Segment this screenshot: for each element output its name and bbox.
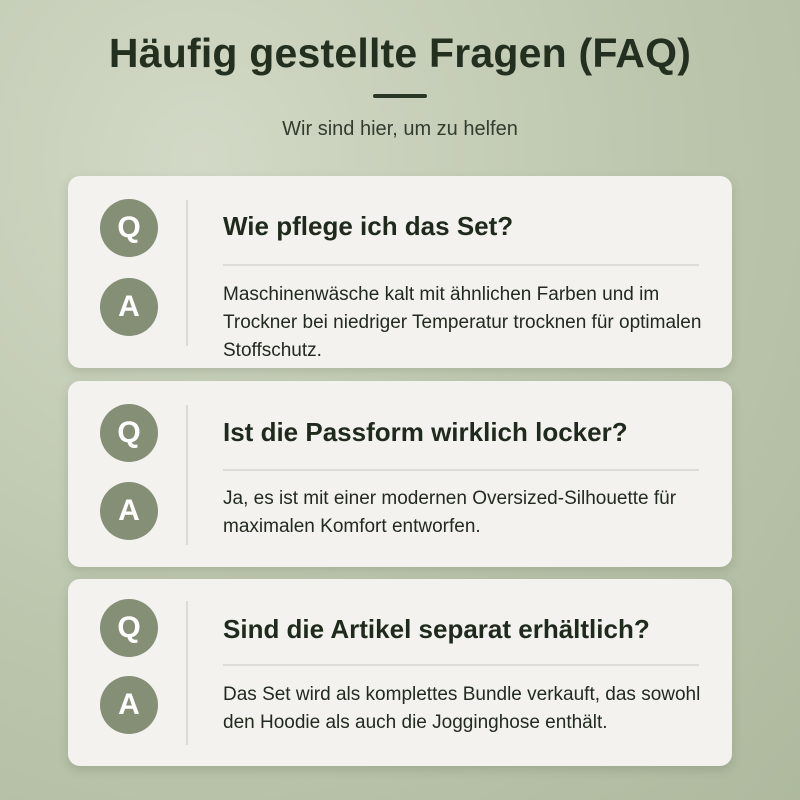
- faq-card: [68, 176, 732, 368]
- faq-answer: Das Set wird als komplettes Bundle verkauft, das sowohl den Hoodie als auch die Jogginghose enthält.: [223, 684, 701, 733]
- question-answer-divider: [223, 469, 699, 471]
- faq-question: Wie pflege ich das Set?: [223, 211, 514, 241]
- card-vertical-divider: [186, 405, 188, 545]
- faq-question: Ist die Passform wirklich locker?: [223, 417, 628, 447]
- page-title: Häufig gestellte Fragen (FAQ): [108, 30, 692, 76]
- faq-card: [68, 579, 732, 766]
- question-badge: Q: [100, 404, 158, 462]
- card-vertical-divider: [186, 200, 188, 346]
- title-underline: [373, 94, 427, 98]
- faq-answer: Maschinenwäsche kalt mit ähnlichen Farben und im Trockner bei niedriger Temperatur trocknen für optimalen Stoffschutz.: [223, 284, 702, 361]
- answer-badge: A: [100, 482, 158, 540]
- answer-badge: A: [100, 278, 158, 336]
- page-subtitle: Wir sind hier, um zu helfen: [282, 118, 518, 140]
- answer-badge: A: [100, 676, 158, 734]
- question-badge: Q: [100, 199, 158, 257]
- faq-question: Sind die Artikel separat erhältlich?: [223, 614, 650, 644]
- faq-answer: Ja, es ist mit einer modernen Oversized-Silhouette für maximalen Komfort entworfen.: [223, 488, 677, 537]
- question-answer-divider: [223, 264, 699, 266]
- card-vertical-divider: [186, 601, 188, 745]
- question-answer-divider: [223, 664, 699, 666]
- question-badge: Q: [100, 599, 158, 657]
- faq-card: [68, 381, 732, 567]
